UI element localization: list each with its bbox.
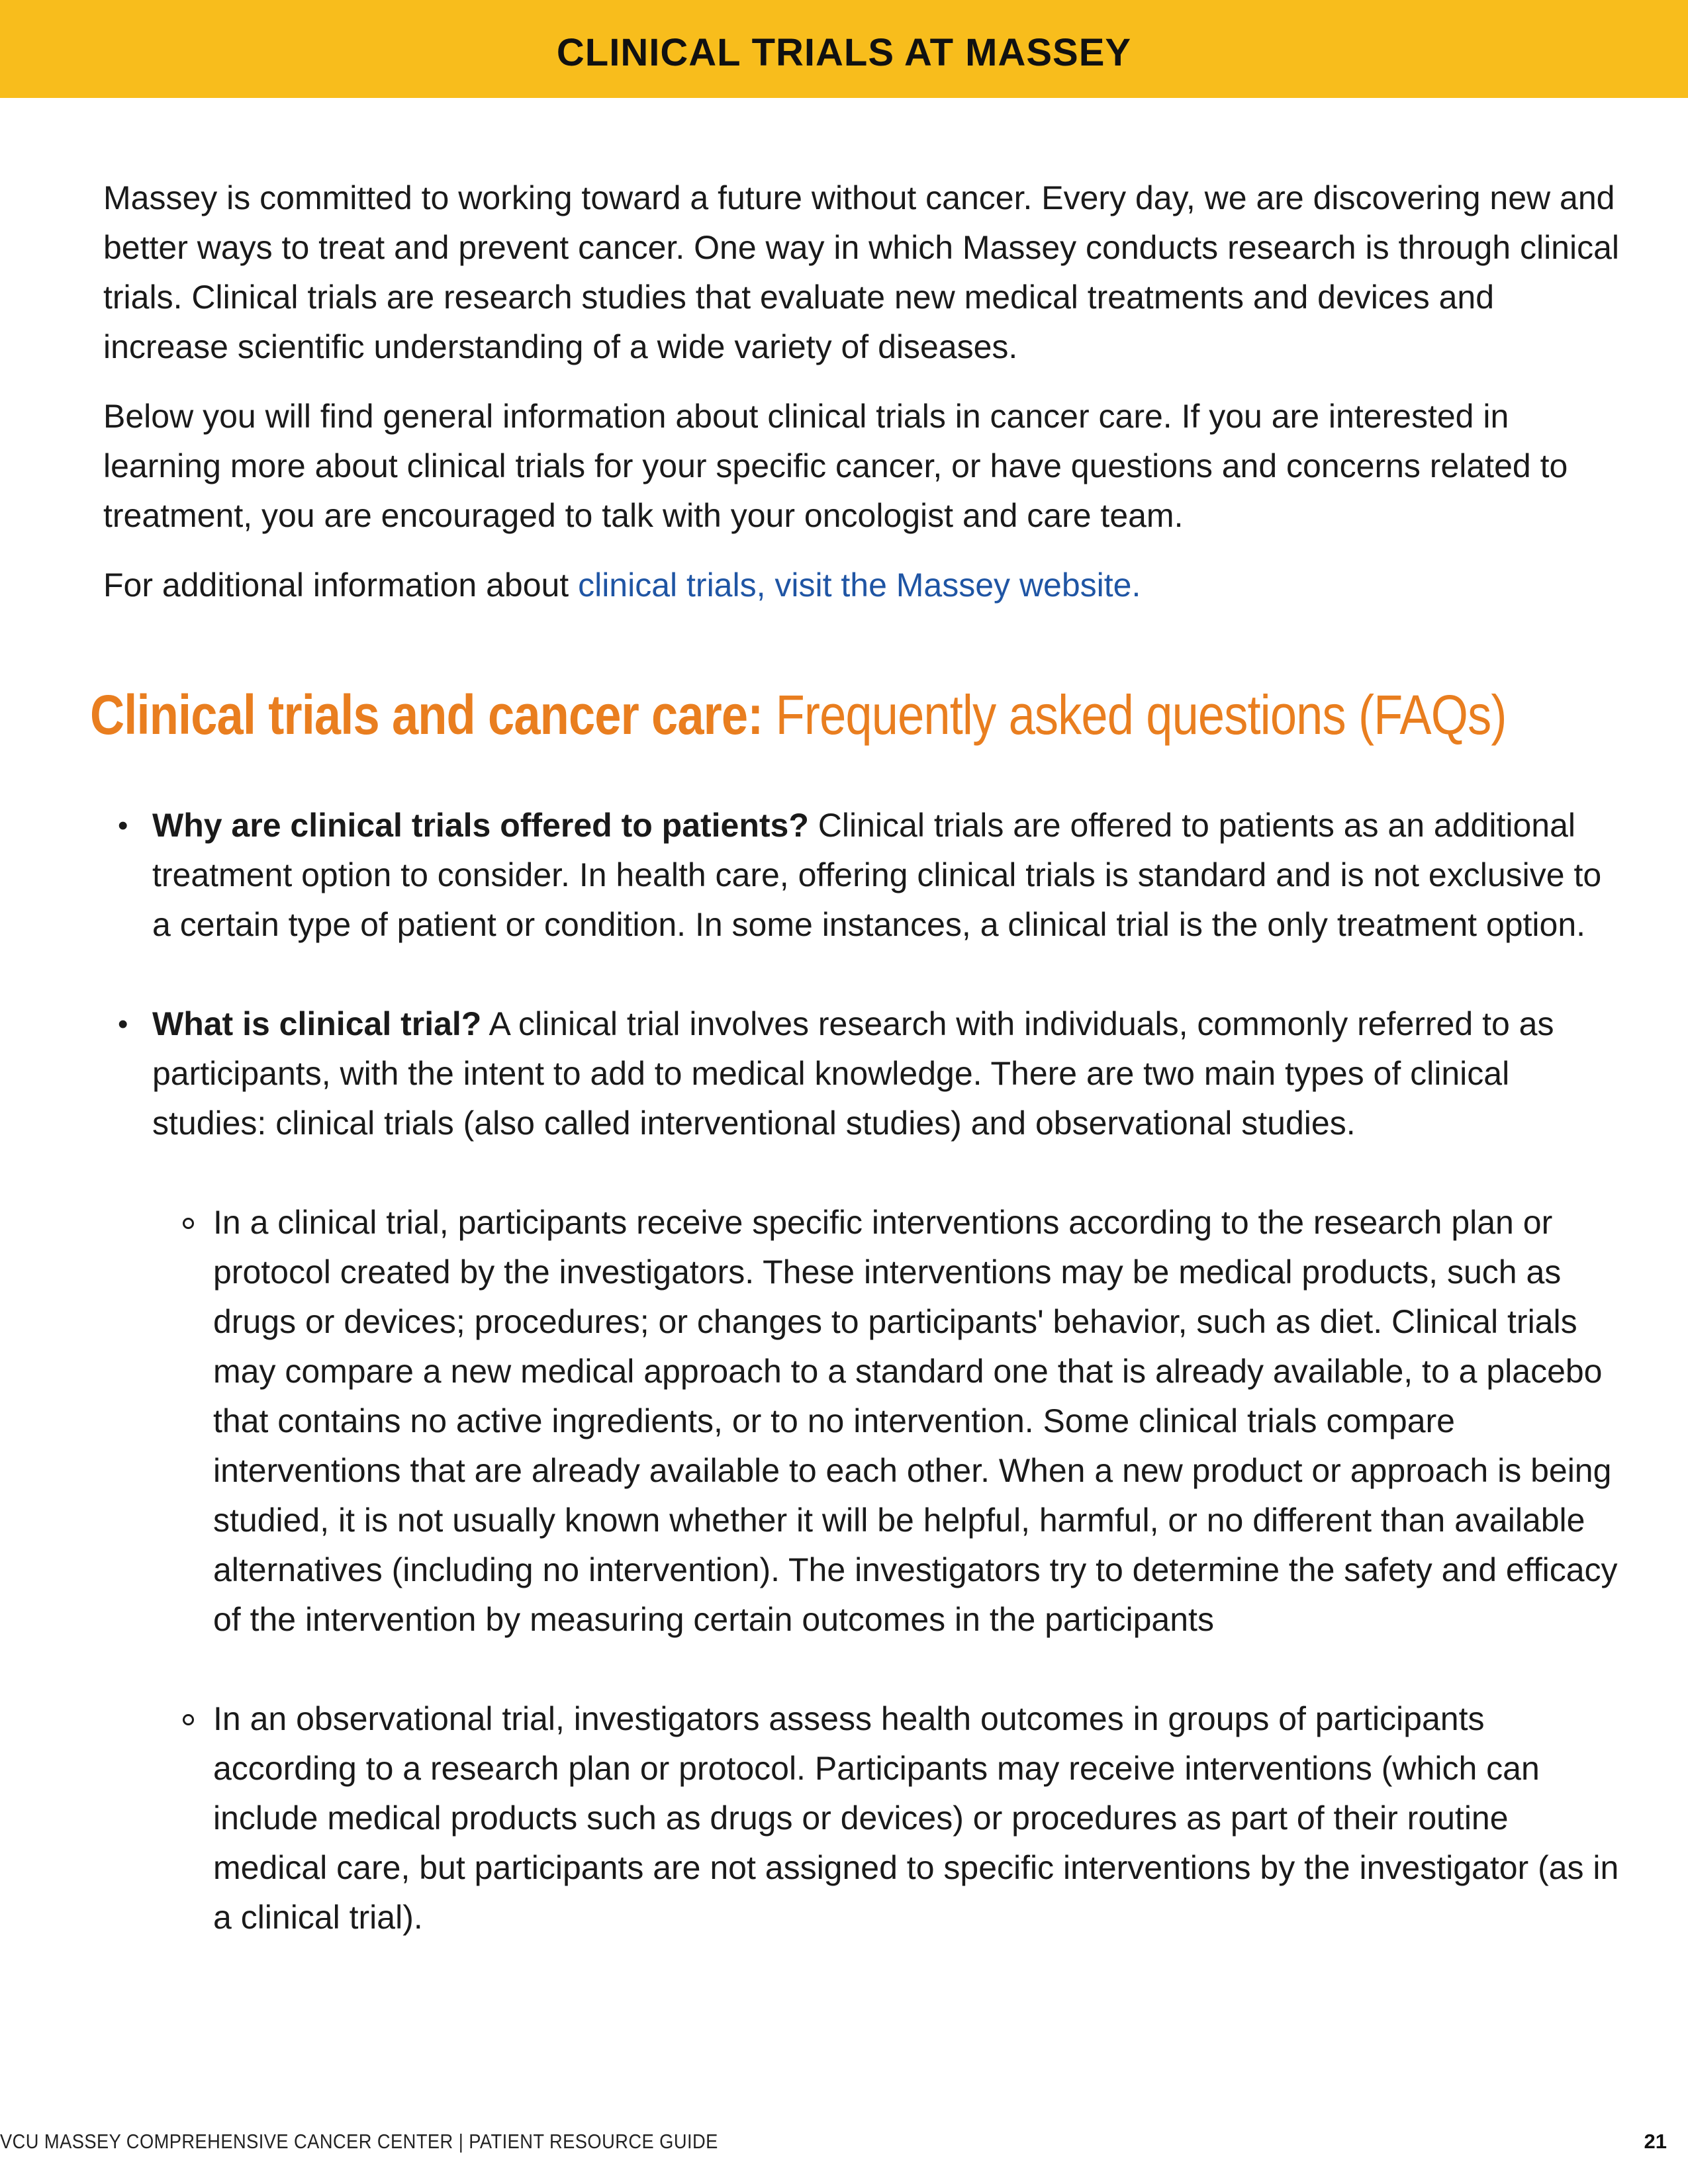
intro-paragraph-2: Below you will find general information about clinical trials in cancer care. If you are interested in learning more about clinical trials for your specific cancer, or have questions and concerns related to treatment, you are encouraged to talk with your oncologist and care team. <box>103 398 1568 534</box>
intro-section <box>103 173 1626 630</box>
faq-question: What is clinical trial? <box>152 1005 482 1042</box>
intro-paragraph-3 <box>103 561 1626 610</box>
faq-question: Why are clinical trials offered to patients? <box>152 807 809 844</box>
subpoint-text: In a clinical trial, participants receive specific interventions according to the research plan or protocol created by the investigators. These interventions may be medical products, such as drugs or devices; procedures; or changes to participants' behavior, such as diet. Clinical trials may compare a new medical approach to a standard one that is already available, to a placebo that contains no active ingredients, or to no intervention. Some clinical trials compare interventions that are already available to each other. When a new product or approach is being studied, it is not usually known whether it will be helpful, harmful, or no different than available alternatives (including no intervention). The investigators try to determine the safety and efficacy of the intervention by measuring certain outcomes in the participants <box>213 1204 1618 1638</box>
faq-item <box>118 999 1615 1148</box>
bullet-icon: • <box>118 1008 128 1040</box>
banner-title: CLINICAL TRIALS AT MASSEY <box>556 30 1132 74</box>
bullet-icon: • <box>118 809 128 842</box>
intro-paragraph-3-prefix: For additional information about <box>103 567 579 604</box>
faq-section-heading <box>90 683 1507 747</box>
faq-list <box>118 801 1619 1992</box>
hollow-bullet-icon <box>183 1218 194 1229</box>
faq-answer: A clinical trial involves research with individuals, commonly referred to as participants, with the intent to add to medical knowledge. There are two main types of clinical studies: clinical trials (also called interventional studies) and observational studies. <box>152 1005 1554 1142</box>
massey-website-link[interactable]: clinical trials, visit the Massey website. <box>578 567 1141 604</box>
faq-heading-light: Frequently asked questions (FAQs) <box>763 684 1507 746</box>
faq-item <box>118 801 1615 950</box>
faq-subpoint <box>213 1198 1623 1645</box>
footer-text: VCU MASSEY COMPREHENSIVE CANCER CENTER | PATIENT RESOURCE GUIDE <box>0 2130 718 2153</box>
page-banner <box>0 0 1688 98</box>
subpoint-text: In an observational trial, investigators assess health outcomes in groups of participants according to a research plan or protocol. Participants may receive interventions (which can include medical products such as drugs or devices) or procedures as part of their routine medical care, but participants are not assigned to specific interventions by the investigator (as in a clinical trial). <box>213 1700 1619 1936</box>
intro-paragraph-1: Massey is committed to working toward a future without cancer. Every day, we are discovering new and better ways to treat and prevent cancer. One way in which Massey conducts research is through clinical trials. Clinical trials are research studies that evaluate new medical treatments and devices and increase scientific understanding of a wide variety of diseases. <box>103 179 1620 365</box>
faq-heading-bold: Clinical trials and cancer care: <box>90 684 763 746</box>
page-footer <box>0 2130 1688 2163</box>
faq-answer: Clinical trials are offered to patients as an additional treatment option to consider. In health care, offering clinical trials is standard and is not exclusive to a certain type of patient or condition. In some instances, a clinical trial is the only treatment option. <box>152 807 1602 943</box>
hollow-bullet-icon <box>183 1714 194 1725</box>
faq-subpoint <box>213 1694 1623 1942</box>
page-number: 21 <box>1644 2130 1667 2153</box>
